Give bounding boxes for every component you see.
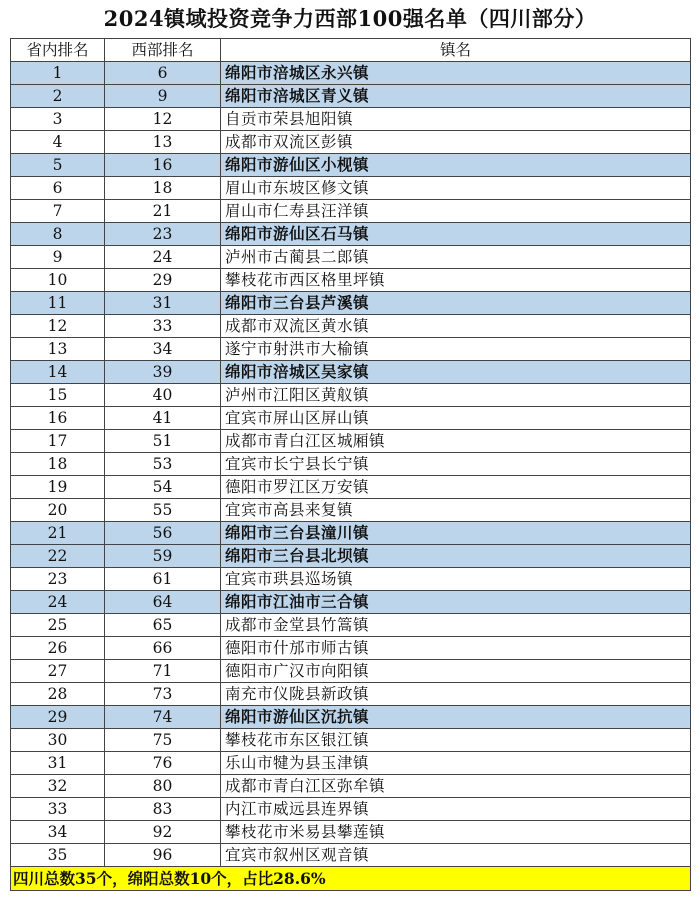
header-town-name: 镇名 — [221, 39, 691, 62]
town-name-cell: 绵阳市游仙区沉抗镇 — [221, 706, 691, 729]
table-row — [11, 775, 691, 798]
province-rank-cell: 12 — [11, 315, 105, 338]
town-name-cell: 攀枝花市米易县攀莲镇 — [221, 821, 691, 844]
town-name-cell: 绵阳市游仙区石马镇 — [221, 223, 691, 246]
province-rank-cell: 27 — [11, 660, 105, 683]
west-rank-cell: 18 — [105, 177, 221, 200]
town-name-cell: 遂宁市射洪市大榆镇 — [221, 338, 691, 361]
town-name-cell: 绵阳市三台县芦溪镇 — [221, 292, 691, 315]
town-name-cell: 泸州市江阳区黄舣镇 — [221, 384, 691, 407]
table-row — [11, 821, 691, 844]
town-name-cell: 宜宾市叙州区观音镇 — [221, 844, 691, 867]
province-rank-cell: 13 — [11, 338, 105, 361]
table-row — [11, 108, 691, 131]
province-rank-cell: 23 — [11, 568, 105, 591]
west-rank-cell: 59 — [105, 545, 221, 568]
province-rank-cell: 11 — [11, 292, 105, 315]
province-rank-cell: 15 — [11, 384, 105, 407]
table-row — [11, 706, 691, 729]
province-rank-cell: 28 — [11, 683, 105, 706]
west-rank-cell: 73 — [105, 683, 221, 706]
west-rank-cell: 80 — [105, 775, 221, 798]
table-row — [11, 729, 691, 752]
summary-text: 四川总数35个，绵阳总数10个，占比28.6% — [11, 867, 691, 891]
summary-row — [11, 867, 691, 891]
town-name-cell: 泸州市古蔺县二郎镇 — [221, 246, 691, 269]
town-name-cell: 成都市青白江区城厢镇 — [221, 430, 691, 453]
west-rank-cell: 96 — [105, 844, 221, 867]
west-rank-cell: 21 — [105, 200, 221, 223]
west-rank-cell: 39 — [105, 361, 221, 384]
town-name-cell: 成都市青白江区弥牟镇 — [221, 775, 691, 798]
west-rank-cell: 61 — [105, 568, 221, 591]
table-row — [11, 798, 691, 821]
town-name-cell: 成都市金堂县竹篙镇 — [221, 614, 691, 637]
west-rank-cell: 83 — [105, 798, 221, 821]
town-name-cell: 内江市威远县连界镇 — [221, 798, 691, 821]
west-rank-cell: 53 — [105, 453, 221, 476]
province-rank-cell: 5 — [11, 154, 105, 177]
west-rank-cell: 40 — [105, 384, 221, 407]
west-rank-cell: 92 — [105, 821, 221, 844]
town-name-cell: 宜宾市长宁县长宁镇 — [221, 453, 691, 476]
province-rank-cell: 24 — [11, 591, 105, 614]
west-rank-cell: 66 — [105, 637, 221, 660]
west-rank-cell: 55 — [105, 499, 221, 522]
town-name-cell: 攀枝花市西区格里坪镇 — [221, 269, 691, 292]
town-name-cell: 攀枝花市东区银江镇 — [221, 729, 691, 752]
province-rank-cell: 22 — [11, 545, 105, 568]
province-rank-cell: 31 — [11, 752, 105, 775]
west-rank-cell: 41 — [105, 407, 221, 430]
west-rank-cell: 34 — [105, 338, 221, 361]
west-rank-cell: 31 — [105, 292, 221, 315]
province-rank-cell: 35 — [11, 844, 105, 867]
town-name-cell: 成都市双流区彭镇 — [221, 131, 691, 154]
west-rank-cell: 13 — [105, 131, 221, 154]
province-rank-cell: 7 — [11, 200, 105, 223]
table-body — [11, 62, 691, 867]
town-name-cell: 绵阳市江油市三合镇 — [221, 591, 691, 614]
table-row — [11, 522, 691, 545]
town-name-cell: 宜宾市珙县巡场镇 — [221, 568, 691, 591]
table-row — [11, 177, 691, 200]
table-row — [11, 453, 691, 476]
west-rank-cell: 33 — [105, 315, 221, 338]
west-rank-cell: 12 — [105, 108, 221, 131]
town-name-cell: 南充市仪陇县新政镇 — [221, 683, 691, 706]
town-name-cell: 乐山市犍为县玉津镇 — [221, 752, 691, 775]
ranking-table — [10, 38, 691, 891]
town-name-cell: 绵阳市涪城区永兴镇 — [221, 62, 691, 85]
table-row — [11, 614, 691, 637]
province-rank-cell: 9 — [11, 246, 105, 269]
town-name-cell: 宜宾市屏山区屏山镇 — [221, 407, 691, 430]
west-rank-cell: 24 — [105, 246, 221, 269]
province-rank-cell: 4 — [11, 131, 105, 154]
town-name-cell: 绵阳市三台县北坝镇 — [221, 545, 691, 568]
province-rank-cell: 29 — [11, 706, 105, 729]
table-header-row — [11, 39, 691, 62]
header-west-rank: 西部排名 — [105, 39, 221, 62]
province-rank-cell: 16 — [11, 407, 105, 430]
province-rank-cell: 3 — [11, 108, 105, 131]
province-rank-cell: 10 — [11, 269, 105, 292]
table-row — [11, 292, 691, 315]
table-row — [11, 62, 691, 85]
province-rank-cell: 1 — [11, 62, 105, 85]
province-rank-cell: 20 — [11, 499, 105, 522]
table-row — [11, 591, 691, 614]
province-rank-cell: 21 — [11, 522, 105, 545]
west-rank-cell: 74 — [105, 706, 221, 729]
province-rank-cell: 26 — [11, 637, 105, 660]
province-rank-cell: 25 — [11, 614, 105, 637]
west-rank-cell: 65 — [105, 614, 221, 637]
province-rank-cell: 32 — [11, 775, 105, 798]
province-rank-cell: 19 — [11, 476, 105, 499]
west-rank-cell: 54 — [105, 476, 221, 499]
province-rank-cell: 6 — [11, 177, 105, 200]
province-rank-cell: 18 — [11, 453, 105, 476]
town-name-cell: 成都市双流区黄水镇 — [221, 315, 691, 338]
table-row — [11, 338, 691, 361]
table-row — [11, 246, 691, 269]
table-row — [11, 430, 691, 453]
table-row — [11, 223, 691, 246]
table-row — [11, 131, 691, 154]
table-row — [11, 154, 691, 177]
table-row — [11, 476, 691, 499]
west-rank-cell: 23 — [105, 223, 221, 246]
west-rank-cell: 76 — [105, 752, 221, 775]
province-rank-cell: 17 — [11, 430, 105, 453]
table-row — [11, 844, 691, 867]
table-row — [11, 568, 691, 591]
table-row — [11, 361, 691, 384]
table-row — [11, 85, 691, 108]
west-rank-cell: 6 — [105, 62, 221, 85]
town-name-cell: 绵阳市涪城区青义镇 — [221, 85, 691, 108]
province-rank-cell: 8 — [11, 223, 105, 246]
town-name-cell: 德阳市广汉市向阳镇 — [221, 660, 691, 683]
town-name-cell: 宜宾市高县来复镇 — [221, 499, 691, 522]
town-name-cell: 德阳市罗江区万安镇 — [221, 476, 691, 499]
town-name-cell: 自贡市荣县旭阳镇 — [221, 108, 691, 131]
table-row — [11, 752, 691, 775]
west-rank-cell: 29 — [105, 269, 221, 292]
table-row — [11, 315, 691, 338]
town-name-cell: 眉山市东坡区修文镇 — [221, 177, 691, 200]
town-name-cell: 绵阳市涪城区吴家镇 — [221, 361, 691, 384]
west-rank-cell: 75 — [105, 729, 221, 752]
page-title: 2024镇域投资竞争力西部100强名单（四川部分） — [103, 6, 597, 31]
province-rank-cell: 33 — [11, 798, 105, 821]
table-row — [11, 407, 691, 430]
west-rank-cell: 56 — [105, 522, 221, 545]
west-rank-cell: 16 — [105, 154, 221, 177]
town-name-cell: 眉山市仁寿县汪洋镇 — [221, 200, 691, 223]
west-rank-cell: 51 — [105, 430, 221, 453]
table-row — [11, 637, 691, 660]
town-name-cell: 绵阳市游仙区小枧镇 — [221, 154, 691, 177]
west-rank-cell: 71 — [105, 660, 221, 683]
table-row — [11, 200, 691, 223]
table-row — [11, 384, 691, 407]
table-row — [11, 545, 691, 568]
province-rank-cell: 34 — [11, 821, 105, 844]
town-name-cell: 德阳市什邡市师古镇 — [221, 637, 691, 660]
west-rank-cell: 64 — [105, 591, 221, 614]
province-rank-cell: 14 — [11, 361, 105, 384]
table-row — [11, 683, 691, 706]
table-row — [11, 660, 691, 683]
table-row — [11, 269, 691, 292]
table-row — [11, 499, 691, 522]
province-rank-cell: 30 — [11, 729, 105, 752]
header-province-rank: 省内排名 — [11, 39, 105, 62]
province-rank-cell: 2 — [11, 85, 105, 108]
town-name-cell: 绵阳市三台县潼川镇 — [221, 522, 691, 545]
west-rank-cell: 9 — [105, 85, 221, 108]
